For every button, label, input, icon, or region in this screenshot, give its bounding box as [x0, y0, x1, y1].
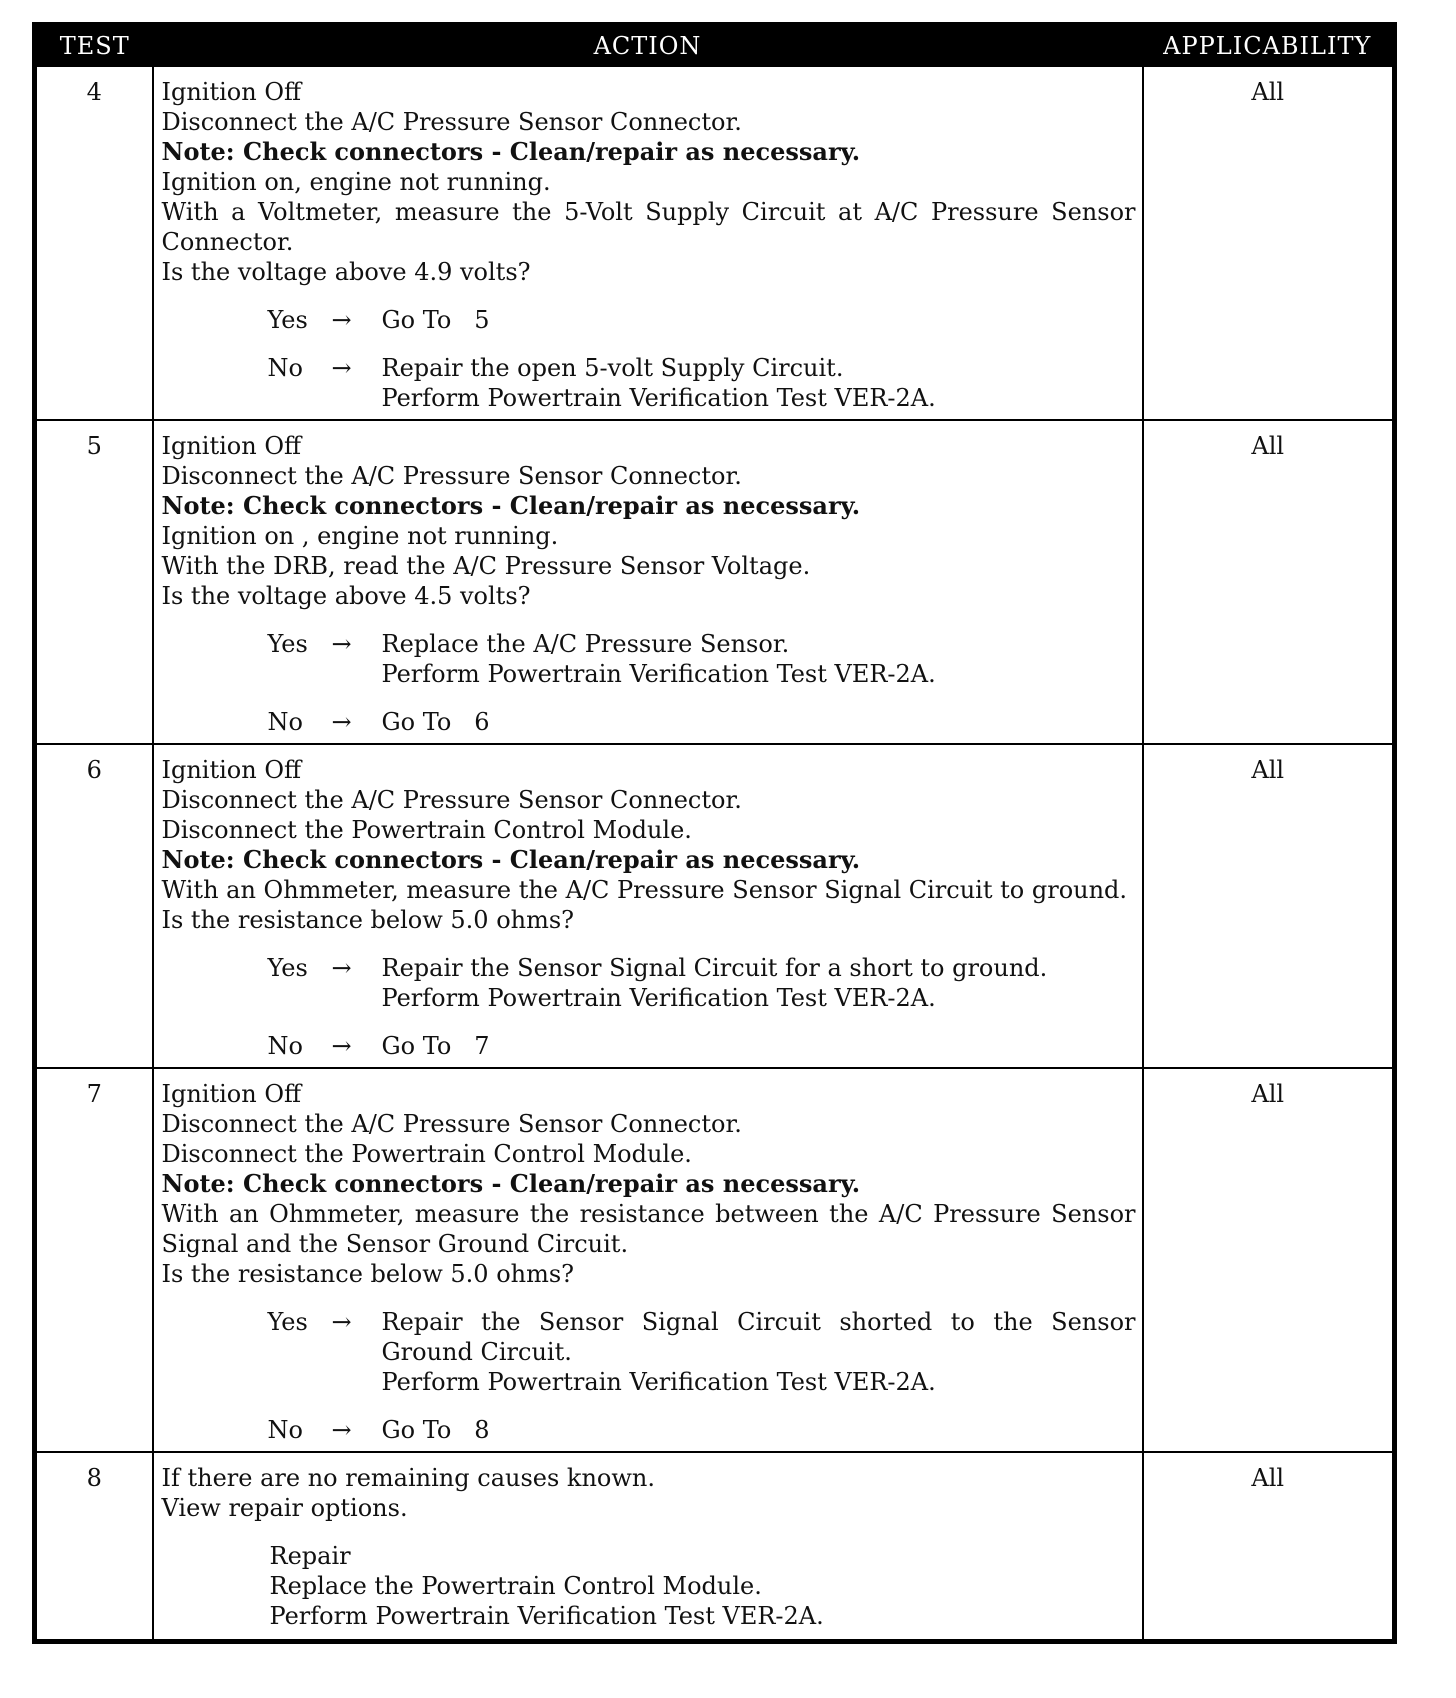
action-step: Disconnect the A/C Pressure Sensor Connector. [161, 462, 742, 490]
action-step: Ignition Off [161, 78, 302, 106]
applicability-value: All [1143, 1068, 1395, 1452]
outcome-text: Perform Powertrain Verification Test VER-2A. [381, 660, 936, 688]
test-number: 6 [35, 744, 153, 1068]
header-test: TEST [35, 25, 153, 67]
arrow-right-icon: → [331, 1416, 352, 1444]
action-step: Disconnect the A/C Pressure Sensor Connector. [161, 1110, 742, 1138]
arrow-right-icon: → [331, 630, 352, 658]
diagnostic-test-table [32, 22, 1397, 1644]
header-action: ACTION [153, 25, 1143, 67]
action-step: Ignition Off [161, 432, 302, 460]
table-row-test-8 [35, 1452, 1395, 1642]
yes-outcome [268, 629, 1136, 689]
outcome-text: Repair the Sensor Signal Circuit shorted to the Sensor Ground Circuit. [381, 1308, 1136, 1366]
action-step: Disconnect the A/C Pressure Sensor Connector. [161, 786, 742, 814]
header-applicability: APPLICABILITY [1143, 25, 1395, 67]
action-step: With an Ohmmeter, measure the resistance between the A/C Pressure Sensor Signal and the Sensor Ground Circuit. [161, 1200, 1136, 1258]
action-note: Note: Check connectors - Clean/repair as necessary. [161, 845, 861, 874]
applicability-value: All [1143, 420, 1395, 744]
action-step: If there are no remaining causes known. [161, 1464, 655, 1492]
arrow-right-icon: → [331, 1308, 352, 1336]
yes-label: Yes [267, 306, 308, 334]
applicability-value: All [1143, 66, 1395, 420]
no-label: No [267, 354, 303, 382]
no-label: No [267, 1032, 303, 1060]
outcome-text: Go To 5 [381, 306, 490, 334]
outcome-text: Replace the A/C Pressure Sensor. [381, 630, 790, 658]
action-step: With the DRB, read the A/C Pressure Sensor Voltage. [161, 552, 811, 580]
arrow-right-icon: → [331, 354, 352, 382]
arrow-right-icon: → [331, 306, 352, 334]
outcome-text: Perform Powertrain Verification Test VER-2A. [381, 984, 936, 1012]
yes-outcome [268, 305, 1136, 335]
outcome-text: Perform Powertrain Verification Test VER-2A. [381, 384, 936, 412]
action-question: Is the resistance below 5.0 ohms? [161, 1260, 575, 1288]
no-outcome [268, 353, 1136, 413]
outcome-text: Go To 6 [381, 708, 490, 736]
repair-step: Replace the Powertrain Control Module. [269, 1572, 762, 1600]
arrow-right-icon: → [331, 954, 352, 982]
repair-label: Repair [269, 1542, 351, 1570]
no-outcome [268, 1415, 1136, 1445]
action-question: Is the resistance below 5.0 ohms? [161, 906, 575, 934]
yes-label: Yes [267, 1308, 308, 1336]
yes-outcome [268, 1307, 1136, 1397]
no-label: No [267, 708, 303, 736]
applicability-value: All [1143, 744, 1395, 1068]
action-step: With a Voltmeter, measure the 5-Volt Supply Circuit at A/C Pressure Sensor Connector. [161, 198, 1136, 256]
action-cell [153, 420, 1143, 744]
action-step: Ignition on, engine not running. [161, 168, 551, 196]
action-question: Is the voltage above 4.9 volts? [161, 258, 531, 286]
repair-step: Perform Powertrain Verification Test VER-2A. [269, 1602, 824, 1630]
table-row-test-6 [35, 744, 1395, 1068]
action-step: With an Ohmmeter, measure the A/C Pressure Sensor Signal Circuit to ground. [161, 876, 1128, 904]
test-number: 8 [35, 1452, 153, 1642]
diagnostic-table-page [32, 22, 1392, 1644]
applicability-value: All [1143, 1452, 1395, 1642]
arrow-right-icon: → [331, 708, 352, 736]
test-number: 5 [35, 420, 153, 744]
test-number: 7 [35, 1068, 153, 1452]
outcome-text: Go To 7 [381, 1032, 490, 1060]
yes-outcome [268, 953, 1136, 1013]
arrow-right-icon: → [331, 1032, 352, 1060]
action-step: Ignition Off [161, 1080, 302, 1108]
action-cell [153, 1452, 1143, 1642]
outcome-text: Repair the Sensor Signal Circuit for a short to ground. [381, 954, 1048, 982]
yes-label: Yes [267, 954, 308, 982]
action-step: Ignition on , engine not running. [161, 522, 559, 550]
no-label: No [267, 1416, 303, 1444]
outcome-text: Go To 8 [381, 1416, 490, 1444]
table-row-test-4 [35, 66, 1395, 420]
action-cell [153, 744, 1143, 1068]
action-note: Note: Check connectors - Clean/repair as necessary. [161, 137, 861, 166]
table-row-test-7 [35, 1068, 1395, 1452]
action-cell [153, 66, 1143, 420]
outcome-text: Perform Powertrain Verification Test VER-2A. [381, 1368, 936, 1396]
yes-label: Yes [267, 630, 308, 658]
no-outcome [268, 1031, 1136, 1061]
test-number: 4 [35, 66, 153, 420]
action-step: View repair options. [161, 1494, 408, 1522]
action-step: Disconnect the Powertrain Control Module. [161, 1140, 692, 1168]
outcome-text: Repair the open 5-volt Supply Circuit. [381, 354, 844, 382]
table-row-test-5 [35, 420, 1395, 744]
action-step: Disconnect the A/C Pressure Sensor Connector. [161, 108, 742, 136]
action-note: Note: Check connectors - Clean/repair as necessary. [161, 491, 861, 520]
repair-steps [270, 1571, 1136, 1631]
action-cell [153, 1068, 1143, 1452]
action-question: Is the voltage above 4.5 volts? [161, 582, 531, 610]
no-outcome [268, 707, 1136, 737]
action-step: Disconnect the Powertrain Control Module. [161, 816, 692, 844]
action-note: Note: Check connectors - Clean/repair as necessary. [161, 1169, 861, 1198]
action-step: Ignition Off [161, 756, 302, 784]
table-header-row [35, 25, 1395, 67]
